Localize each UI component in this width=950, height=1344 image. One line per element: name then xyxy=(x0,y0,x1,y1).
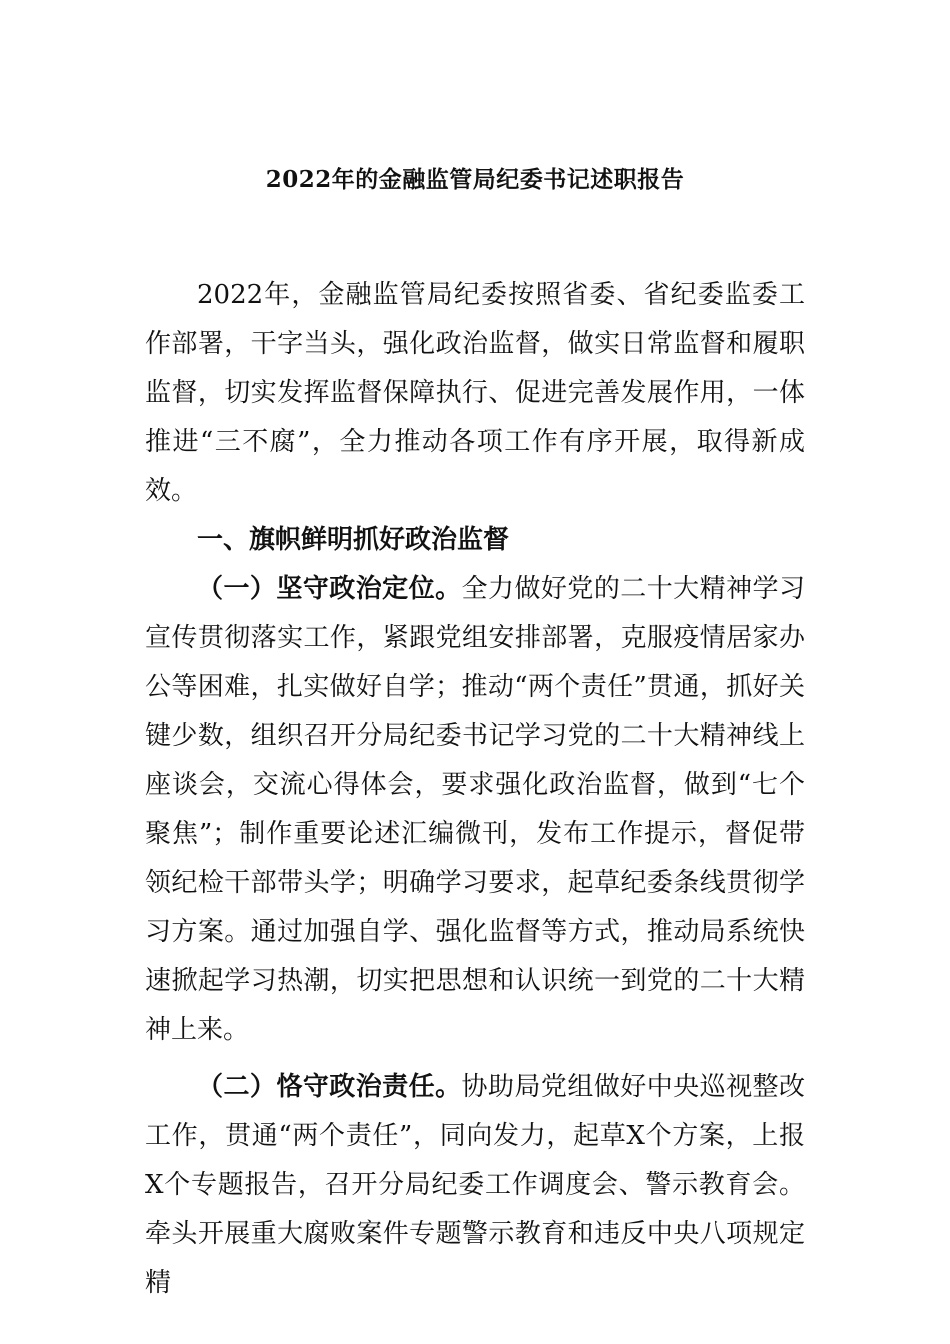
item-1-text: 全力做好党的二十大精神学习宣传贯彻落实工作，紧跟党组安排部署，克服疫情居家办公等困难，扎实做好自学；推动“两个责任”贯通，抓好关键少数，组织召开分局纪委书记学习党的二十大精神线上座谈会，交流心得体会，要求强化政治监督，做到“七个聚焦”；制作重要论述汇编微刊，发布工作提示，督促带领纪检干部带头学；明确学习要求，起草纪委条线贯彻学习方案。通过加强自学、强化监督等方式，推动局系统快速掀起学习热潮，切实把思想和认识统一到党的二十大精神上来。 xyxy=(145,574,805,1045)
item-2-text: 协助局党组做好中央巡视整改工作，贯通“两个责任”，同向发力，起草X个方案，上报X个专题报告，召开分局纪委工作调度会、警示教育会。牵头开展重大腐败案件专题警示教育和违反中央八项规定精 xyxy=(145,1072,805,1298)
item-2-lead: （二）恪守政治责任。 xyxy=(197,1072,462,1102)
document-title: 2022年的金融监管局纪委书记述职报告 xyxy=(265,166,685,193)
item-1-lead: （一）坚守政治定位。 xyxy=(197,574,462,604)
document-body xyxy=(145,271,805,1308)
item-1-paragraph xyxy=(145,565,805,1055)
item-2-paragraph xyxy=(145,1063,805,1308)
paragraph-gap xyxy=(145,1055,805,1063)
intro-paragraph: 2022年，金融监管局纪委按照省委、省纪委监委工作部署，干字当头，强化政治监督，做实日常监督和履职监督，切实发挥监督保障执行、促进完善发展作用，一体推进“三不腐”，全力推动各项工作有序开展，取得新成效。 xyxy=(145,280,805,506)
section-heading-1: 一、旗帜鲜明抓好政治监督 xyxy=(197,525,510,555)
